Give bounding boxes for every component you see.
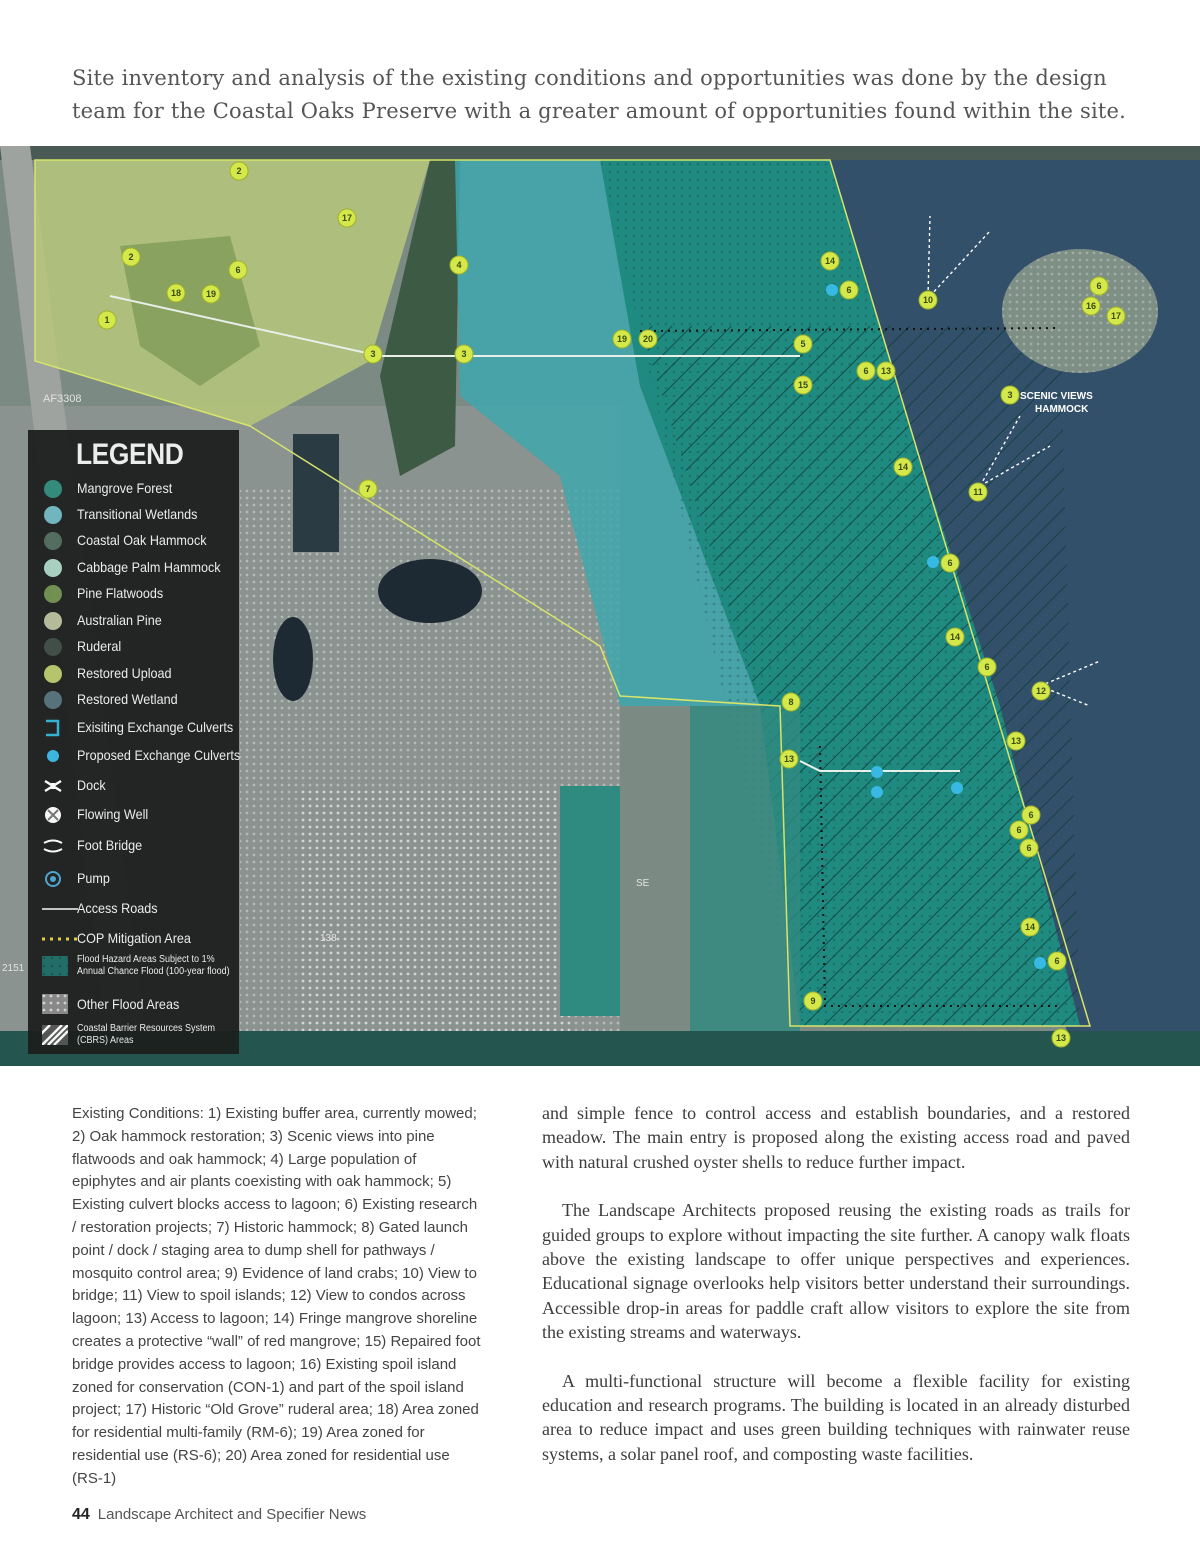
legend-label: Ruderal — [77, 638, 122, 654]
map-marker — [877, 362, 895, 380]
svg-text:6: 6 — [1096, 281, 1102, 291]
map-marker — [359, 480, 377, 498]
legend-item — [28, 608, 239, 634]
svg-text:14: 14 — [897, 462, 909, 472]
map-marker — [857, 362, 875, 380]
legend-label: Exisiting Exchange Culverts — [77, 719, 234, 735]
pump-icon — [42, 868, 64, 890]
legend-item — [28, 502, 239, 528]
hatch-dark-icon — [42, 956, 64, 978]
dotted-icon — [42, 928, 64, 950]
map-marker — [613, 330, 631, 348]
map-marker — [978, 658, 996, 676]
road-label-2: 138 — [320, 933, 337, 944]
map-marker — [1010, 821, 1028, 839]
body-paragraph-2: The Landscape Architects proposed reusing the existing roads as trails for guided groups to explore without impacting the site further. A canopy walk floats above the existing landscape to offer unique perspectives and experiences. Educational signage overlooks help visitors better understand their surroundings. Accessible drop-in areas for paddle craft allow visitors to explore the site from the existing streams and waterways. — [542, 1200, 1130, 1343]
svg-text:6: 6 — [846, 285, 852, 295]
map-marker — [1090, 277, 1108, 295]
legend-label: Restored Wetland — [77, 691, 178, 707]
bridge-icon — [42, 835, 64, 857]
map-marker — [98, 311, 116, 329]
legend-item — [28, 555, 239, 581]
map-marker — [1020, 839, 1038, 857]
circle-icon — [42, 583, 64, 605]
map-marker — [229, 261, 247, 279]
legend-label: Mangrove Forest — [77, 480, 173, 496]
street-label: SE — [636, 878, 650, 889]
map-marker — [1007, 732, 1025, 750]
legend-item — [28, 1023, 239, 1049]
legend-label: Flowing Well — [77, 806, 149, 822]
map-marker — [1082, 297, 1100, 315]
map-marker — [639, 330, 657, 348]
circle-icon — [42, 636, 64, 658]
map-legend — [28, 430, 239, 1054]
svg-text:14: 14 — [949, 632, 961, 642]
circle-icon — [42, 478, 64, 500]
map-marker — [450, 256, 468, 274]
body-paragraph-1: and simple fence to control access and establish boundaries, and a restored meadow. The main entry is proposed along the existing access road and paved with natural crushed oyster shells to reduce further impact. — [542, 1103, 1130, 1172]
legend-item — [28, 926, 239, 952]
dock-icon — [42, 775, 64, 797]
legend-label: Australian Pine — [77, 612, 162, 628]
dots-light-icon — [42, 994, 64, 1016]
map-marker — [230, 162, 248, 180]
map-marker — [894, 458, 912, 476]
legend-label: Restored Upload — [77, 665, 172, 681]
map-marker — [919, 291, 937, 309]
map-marker — [364, 345, 382, 363]
legend-label: Other Flood Areas — [77, 996, 180, 1012]
svg-text:5: 5 — [800, 339, 806, 349]
legend-item — [28, 896, 239, 922]
legend-item — [28, 833, 239, 859]
map-marker — [969, 483, 987, 501]
svg-text:13: 13 — [880, 366, 892, 376]
well-icon — [42, 804, 64, 826]
svg-text:3: 3 — [1007, 390, 1013, 400]
legend-label: Pump — [77, 870, 110, 886]
svg-text:19: 19 — [205, 289, 217, 299]
road-label: AF3308 — [43, 393, 82, 405]
map-marker — [167, 284, 185, 302]
svg-text:1: 1 — [104, 315, 110, 325]
site-analysis-map — [0, 146, 1200, 1066]
legend-item — [28, 581, 239, 607]
svg-text:7: 7 — [365, 484, 371, 494]
legend-item — [28, 802, 239, 828]
legend-item — [28, 954, 239, 980]
svg-text:10: 10 — [922, 295, 934, 305]
svg-text:6: 6 — [863, 366, 869, 376]
legend-item — [28, 476, 239, 502]
svg-text:6: 6 — [1054, 956, 1060, 966]
map-marker — [202, 285, 220, 303]
legend-label: Cabbage Palm Hammock — [77, 559, 221, 575]
map-marker — [1022, 806, 1040, 824]
dot-icon — [42, 745, 64, 767]
svg-text:13: 13 — [1055, 1033, 1067, 1043]
svg-text:4: 4 — [456, 260, 462, 270]
legend-label: COP Mitigation Area — [77, 930, 191, 946]
existing-conditions-text: Existing Conditions: 1) Existing buffer area, currently mowed; 2) Oak hammock restoration; 3) Scenic views into pine flatwoods and oak hammock; 4) Large population of epiphytes and air plants coexisting with oak hammock; 5) Existing culvert blocks access to lagoon; 6) Existing research / restoration projects; 7) Historic hammock; 8) Gated launch point / dock / staging area to dump shell for pathways / mosquito control area; 9) Evidence of land crabs; 10) View to bridge; 11) View to spoil islands; 12) View to condos across lagoon; 13) Access to lagoon; 14) Fringe mangrove shoreline creates a protective “wall” of red mangrove; 15) Repaired foot bridge provides access to lagoon; 16) Existing spoil island zoned for conservation (CON-1) and part of the spoil island project; 17) Historic “Old Grove” ruderal area; 18) Area zoned for residential multi-family (RM-6); 19) Area zoned for residential use (RS-6); 20) Area zoned for residential use (RS-1) — [72, 1105, 481, 1487]
map-marker — [338, 209, 356, 227]
legend-item — [28, 866, 239, 892]
map-marker — [455, 345, 473, 363]
stripes-icon — [42, 1025, 64, 1047]
svg-text:6: 6 — [984, 662, 990, 672]
legend-label: Proposed Exchange Culverts — [77, 747, 241, 763]
svg-text:14: 14 — [824, 256, 836, 266]
map-marker — [840, 281, 858, 299]
legend-label: Coastal Barrier Resources System (CBRS) Areas — [77, 1023, 216, 1046]
legend-label: Coastal Oak Hammock — [77, 532, 207, 548]
legend-item — [28, 992, 239, 1018]
svg-text:17: 17 — [341, 213, 353, 223]
map-label-scenic-1: SCENIC VIEWS — [1020, 391, 1093, 402]
legend-title: LEGEND — [76, 438, 184, 471]
circle-icon — [42, 557, 64, 579]
svg-text:20: 20 — [642, 334, 654, 344]
circle-icon — [42, 689, 64, 711]
map-marker — [1032, 682, 1050, 700]
map-label-scenic-2: HAMMOCK — [1035, 404, 1089, 415]
legend-item — [28, 661, 239, 687]
svg-text:15: 15 — [797, 380, 809, 390]
road-label-3: 2151 — [2, 963, 25, 974]
bracket-icon — [42, 717, 64, 739]
map-marker — [1048, 952, 1066, 970]
svg-text:6: 6 — [947, 558, 953, 568]
legend-label: Dock — [77, 777, 106, 793]
svg-text:13: 13 — [783, 754, 795, 764]
svg-text:9: 9 — [810, 996, 816, 1006]
map-marker — [1052, 1029, 1070, 1047]
svg-text:2: 2 — [236, 166, 242, 176]
svg-text:13: 13 — [1010, 736, 1022, 746]
svg-text:6: 6 — [1028, 810, 1034, 820]
legend-label: Pine Flatwoods — [77, 585, 164, 601]
circle-icon — [42, 530, 64, 552]
svg-text:6: 6 — [1026, 843, 1032, 853]
map-marker — [1021, 918, 1039, 936]
svg-text:19: 19 — [616, 334, 628, 344]
svg-text:17: 17 — [1110, 311, 1122, 321]
svg-text:6: 6 — [1016, 825, 1022, 835]
svg-text:11: 11 — [973, 487, 983, 497]
map-marker — [794, 335, 812, 353]
legend-label: Flood Hazard Areas Subject to 1% Annual Chance Flood (100-year flood) — [77, 954, 230, 977]
map-marker — [946, 628, 964, 646]
svg-text:6: 6 — [235, 265, 241, 275]
map-marker — [122, 248, 140, 266]
svg-text:3: 3 — [370, 349, 376, 359]
legend-item — [28, 634, 239, 660]
map-marker — [794, 376, 812, 394]
legend-item — [28, 743, 239, 769]
page-footer — [72, 1506, 366, 1524]
map-marker — [1001, 386, 1019, 404]
svg-text:3: 3 — [461, 349, 467, 359]
circle-icon — [42, 504, 64, 526]
legend-label: Foot Bridge — [77, 837, 143, 853]
map-marker — [804, 992, 822, 1010]
legend-item — [28, 687, 239, 713]
map-marker — [1107, 307, 1125, 325]
map-marker — [941, 554, 959, 572]
svg-text:14: 14 — [1024, 922, 1036, 932]
body-paragraph-3: A multi-functional structure will become a flexible facility for existing education and research programs. The building is located in an already disturbed area to reduce impact and uses green building techniques with rainwater reuse systems, a solar panel roof, and composting waste facilities. — [542, 1370, 1130, 1464]
legend-item — [28, 528, 239, 554]
svg-text:18: 18 — [170, 288, 182, 298]
legend-label: Transitional Wetlands — [77, 506, 198, 522]
map-marker — [821, 252, 839, 270]
page-number: 44 — [72, 1506, 90, 1523]
map-marker — [780, 750, 798, 768]
publication-name: Landscape Architect and Specifier News — [97, 1506, 367, 1523]
circle-icon — [42, 663, 64, 685]
intro-paragraph: Site inventory and analysis of the existing conditions and opportunities was done by the design team for the Coastal Oaks Preserve with a greater amount of opportunities found within the site. — [72, 66, 1127, 123]
body-text — [542, 1101, 1130, 1490]
legend-item — [28, 773, 239, 799]
legend-item — [28, 715, 239, 741]
svg-text:8: 8 — [788, 697, 794, 707]
map-marker — [782, 693, 800, 711]
circle-icon — [42, 610, 64, 632]
svg-text:16: 16 — [1085, 301, 1097, 311]
line-icon — [42, 898, 64, 920]
legend-label: Access Roads — [77, 900, 158, 916]
svg-text:12: 12 — [1035, 686, 1047, 696]
svg-text:2: 2 — [128, 252, 134, 262]
